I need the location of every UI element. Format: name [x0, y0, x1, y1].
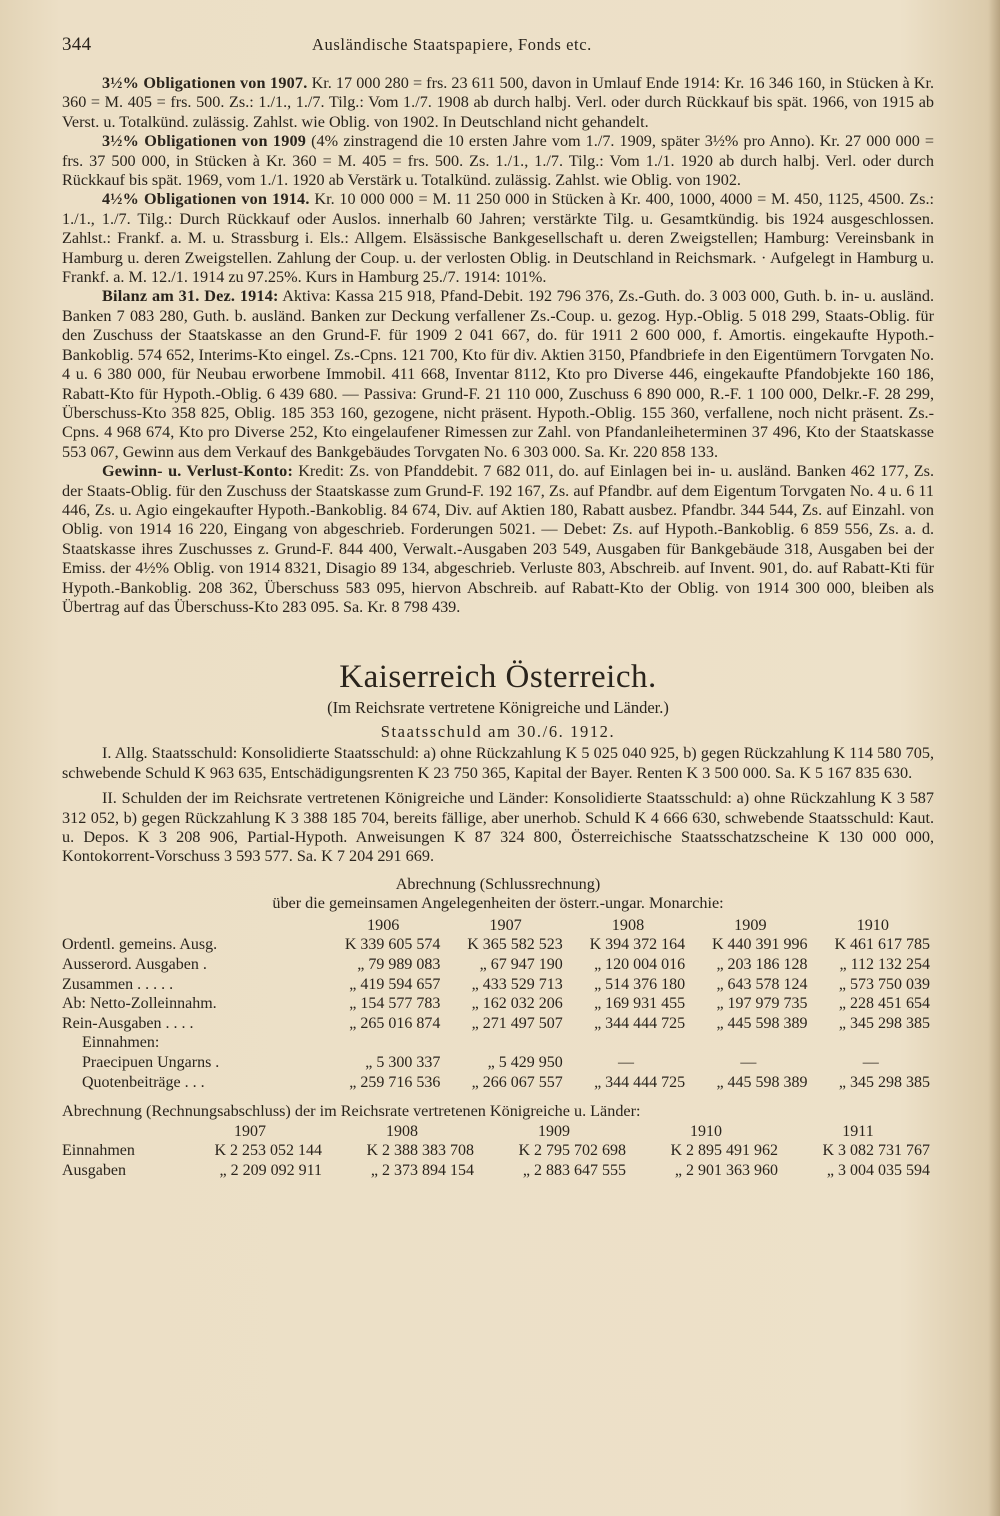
table1-joint-accounts	[62, 916, 934, 1092]
table-cell: „ 345 298 385	[838, 1014, 930, 1032]
table-cell: „ 514 376 180	[594, 975, 686, 993]
section-subtitle: (Im Reichsrate vertretene Königreiche und Länder.)	[327, 698, 669, 718]
table-cell: „ 433 529 713	[471, 975, 563, 993]
page-number: 344	[62, 34, 92, 55]
table-cell: „ 2 883 647 555	[522, 1161, 626, 1179]
paragraph-obligationen-1914	[62, 190, 934, 287]
table-cell: „ 5 300 337	[365, 1053, 441, 1071]
table-cell: „ 345 298 385	[838, 1073, 930, 1091]
table-row	[62, 1141, 934, 1161]
table2-title: Abrechnung (Rechnungsabschluss) der im Reichsrate vertretenen Königreiche u. Länder:	[62, 1102, 641, 1121]
table-cell	[812, 1033, 934, 1053]
table2-header-row	[62, 1122, 934, 1142]
row-label: Ab: Netto-Zolleinnahm.	[62, 995, 217, 1013]
table-cell: „ 643 578 124	[716, 975, 808, 993]
bond-paragraphs	[62, 74, 934, 617]
table-cell: „ 112 132 254	[839, 956, 930, 973]
row-label: Einnahmen	[62, 1142, 135, 1160]
table2-year: 1908	[386, 1122, 418, 1140]
row-label: Quotenbeiträge . . .	[82, 1073, 205, 1091]
table-cell: „ 197 979 735	[716, 995, 808, 1013]
table-cell: —	[740, 1053, 757, 1071]
table-cell: „ 344 444 725	[594, 1073, 686, 1091]
paragraph-lead: 3½% Obligationen von 1909	[102, 132, 307, 151]
table2-year: 1907	[234, 1122, 266, 1140]
table-cell	[322, 1033, 444, 1053]
paragraph-lead: 3½% Obligationen von 1907.	[102, 74, 308, 92]
table-cell: „ 120 004 016	[594, 956, 686, 973]
table-row	[62, 1033, 934, 1053]
row-label: Ordentl. gemeins. Ausg.	[62, 936, 218, 954]
running-title: Ausländische Staatspapiere, Fonds etc.	[312, 35, 592, 54]
table-cell: —	[617, 1053, 634, 1071]
table-row	[62, 1053, 934, 1073]
table-cell: „ 79 989 083	[357, 956, 441, 973]
table-cell: „ 5 429 950	[487, 1053, 563, 1071]
table2-year: 1909	[538, 1122, 570, 1140]
paragraph-gewinn-verlust	[62, 462, 934, 617]
paragraph-text: Aktiva: Kassa 215 918, Pfand-Debit. 192 796 376, Zs.-Guth. do. 3 003 000, Guth. b. in- u. ausländ. Banken 7 083 280, Guth. b. ausländ. Banken zur Deckung verfallener Zs.-Coup. u. gezog. Hyp.-Oblig. 5 018 299, Staats-Oblig. für den Zuschuss der Staatskasse an den Grund-F. für 1909 2 041 667, do. für 1911 2 600 000, f. Amortis. eingekaufte Hypoth.-Bankoblig. 574 652, Interims-Kto eingel. Zs.-Cpns. 121 700, Kto für div. Aktien 3150, Pfandbriefe in den Eigentümern Torvgaten No. 4 u. 6 380 000, für Neubau erworbene Immobil. 411 668, Inventar 8112, Kto pro Diverse 446, eingekaufte Pfandobjekte 160 186, Rabatt-Kto für Hypoth.-Oblig. 6 439 680. — Passiva: Grund-F. 21 110 000, Zuschuss 6 890 000, R.-F. 1 100 000, Delkr.-F. 28 299, Überschuss-Kto 358 825, Oblig. 185 353 160, gezogene, nicht präsent. Hypoth.-Oblig. 155 360, verfallene, noch nicht präsent. Zs.-Cpns. 4 968 674, Kto pro Diverse 252, Kto eingelaufener Rimessen zur Zahl. von Pfandanleiheterminen 37 496, Kto der Staatskasse 553 067, Gewinn aus dem Verkauf des Bankgebäudes Torvgaten No. 6 303 000. Sa. Kr. 220 858 133.	[62, 287, 934, 461]
table2-year: 1911	[842, 1122, 874, 1140]
table-cell: K 2 795 702 698	[518, 1142, 626, 1160]
table1-title-line2: über die gemeinsamen Angelegenheiten der österr.-ungar. Monarchie:	[272, 894, 724, 913]
row-label: Zusammen . . . . .	[62, 975, 174, 993]
table-cell: „ 203 186 128	[716, 956, 808, 973]
table-cell: „ 259 716 536	[349, 1073, 441, 1091]
table-cell: „ 154 577 783	[349, 995, 441, 1013]
table-row	[62, 975, 934, 995]
row-label: Rein-Ausgaben . . . .	[62, 1014, 194, 1032]
table2-corner	[62, 1122, 174, 1142]
paragraph-obligationen-1909	[62, 132, 934, 190]
table-cell	[567, 1033, 689, 1053]
page-spine-shadow	[988, 0, 1000, 1516]
table-cell: K 2 253 052 144	[214, 1142, 322, 1160]
table-cell: „ 162 032 206	[471, 995, 563, 1013]
table2-state-accounts	[62, 1122, 934, 1181]
table-cell: „ 2 373 894 154	[370, 1161, 474, 1179]
table-cell	[689, 1033, 811, 1053]
table1-header-row	[62, 916, 934, 936]
table-cell: K 3 082 731 767	[822, 1142, 930, 1160]
table-cell: K 461 617 785	[834, 936, 930, 954]
table-cell: „ 573 750 039	[838, 975, 930, 993]
table-cell: „ 67 947 190	[479, 956, 563, 973]
table1-year: 1909	[734, 915, 767, 934]
table-cell: „ 445 598 389	[716, 1014, 808, 1032]
table-cell: „ 228 451 654	[838, 995, 930, 1013]
paragraph-text: (4% zinstragend die 10 ersten Jahre vom 1./7. 1909, später 3½% pro Anno). Kr. 27 000 000 = frs. 37 500 000, in Stücken à Kr. 360 = M. 405 = frs. 500. Zs. 1./1., 1./7. Tilg.: Vom 1./1. 1920 ab durch halbj. Verl. oder durch Rückkauf bis spät. 1969, vom 1./1. 1920 ab Verstärk u. Totalkünd. zulässig. Zahlst. wie Oblig. von 1902.	[62, 132, 935, 190]
table1-year: 1906	[367, 915, 400, 934]
paragraph-debt-2: II. Schulden der im Reichsrate vertretenen Königreiche und Länder: Konsolidierte Staatsschuld: a) ohne Rückzahlung K 3 587 312 052, b) gegen Rückzahlung K 3 388 185 704, bereits fällige, aber unerhob. Schuld K 4 666 630, schwebende Staatsschuld: Kaut. u. Depos. K 3 208 906, Partial-Hypoth. Anweisungen K 87 324 800, Österreichische Staatsschatzscheine K 130 000 000, Kontokorrent-Vorschuss 3 593 577. Sa. K 7 204 291 669.	[62, 789, 934, 866]
row-label: Ausserord. Ausgaben .	[62, 956, 207, 973]
section-date-line: Staatsschuld am 30./6. 1912.	[380, 722, 616, 742]
table-row	[62, 1073, 934, 1093]
table1-title-line1: Abrechnung (Schlussrechnung)	[395, 874, 601, 893]
table2-year: 1910	[690, 1122, 722, 1140]
table-cell: K 339 605 574	[344, 936, 441, 954]
table-cell: „ 2 901 363 960	[674, 1161, 778, 1179]
paragraph-obligationen-1907	[62, 74, 934, 132]
running-head	[62, 34, 934, 64]
table-cell: „ 271 497 507	[471, 1014, 563, 1032]
table-cell: K 394 372 164	[589, 936, 686, 954]
row-label: Einnahmen:	[82, 1034, 160, 1052]
table-cell: „ 419 594 657	[349, 975, 441, 993]
debt-paragraphs	[62, 744, 934, 866]
table-row	[62, 935, 934, 955]
row-label: Praecipuen Ungarns .	[82, 1053, 220, 1071]
table-cell: „ 3 004 035 594	[826, 1161, 930, 1179]
table-cell: „ 266 067 557	[471, 1073, 563, 1091]
table-row	[62, 994, 934, 1014]
table-row	[62, 1161, 934, 1181]
table1-year: 1908	[611, 915, 645, 934]
table-cell: „ 344 444 725	[594, 1014, 686, 1032]
table-cell: „ 265 016 874	[349, 1014, 441, 1032]
table1-title	[62, 875, 934, 914]
paragraph-lead: Gewinn- u. Verlust-Konto:	[102, 462, 294, 481]
paragraph-lead: 4½% Obligationen von 1914.	[102, 190, 310, 209]
table1-year: 1907	[489, 915, 522, 934]
table1-corner	[62, 916, 322, 936]
row-label: Ausgaben	[62, 1161, 126, 1179]
table-cell: K 2 895 491 962	[670, 1142, 778, 1160]
section-title: Kaiserreich Österreich.	[339, 659, 657, 696]
paragraph-bilanz	[62, 287, 934, 462]
table-cell: —	[862, 1053, 879, 1071]
paragraph-text: Kredit: Zs. von Pfanddebit. 7 682 011, do. auf Einlagen bei in- u. ausländ. Banken 462 177, Zs. der Staats-Oblig. für den Zuschuss der Staatskasse zum Grund-F. 192 167, Zs. auf Pfandbr. auf dem Eigentum Torvgaten No. 4 u. 6 11 446, Zs. u. Agio eingekaufter Hypoth.-Bankoblig. 84 674, Div. auf Aktien 180, Rabatt ausbez. Pfandbr. 344 544, Zs. auf Einzahl. von Oblig. von 1914 16 220, Eingang von abgeschrieb. Forderungen 5021. — Debet: Zs. auf Hypoth.-Bankoblig. 6 859 556, Zs. a. d. Staatskasse ihres Zuschusses z. Grund-F. 844 400, Verwalt.-Ausgaben 203 549, Ausgaben für Bankgebäude 318, Ausgaben bei der Emiss. der 4½% Oblig. von 1914 8321, Disagio 89 134, abgeschrieb. Verluste 803, Abschreib. auf Invent. 901, do. auf Rabatt-Kti für Hypoth.-Bankoblig. 208 362, Überschuss 583 095, hiervon Abschreib. auf Rabatt-Kto der Oblig. von 1914 300 000, bleiben als Übertrag auf das Überschuss-Kto 283 095. Sa. Kr. 8 798 439.	[62, 462, 934, 616]
table-row	[62, 955, 934, 975]
table-cell: K 440 391 996	[712, 936, 808, 954]
table-cell: K 2 388 383 708	[366, 1142, 474, 1160]
paragraph-lead: Bilanz am 31. Dez. 1914:	[102, 287, 279, 306]
table1-year: 1910	[856, 915, 889, 934]
paragraph-text: Kr. 10 000 000 = M. 11 250 000 in Stücken à Kr. 400, 1000, 4000 = M. 450, 1125, 4500. Zs.: 1./1., 1./7. Tilg.: Durch Rückkauf oder Auslos. innerhalb 60 Jahren; verstärkte Tilg. u. Gesamtkündig. bis 1924 ausgeschlossen. Zahlst.: Frankf. a. M. u. Strassburg i. Els.: Allgem. Elsässische Bankgesellschaft u. deren Zweigstellen; Hamburg: Vereinsbank in Hamburg u. deren Zweigstellen. Zahlung der Coup. u. der verlosten Oblig. in Deutschland in Reichsmark. · Aufgelegt in Hamburg u. Frankf. a. M. 12./1. 1914 zu 97.25%. Kurs in Hamburg 25./7. 1914: 101%.	[62, 190, 934, 287]
table-cell	[444, 1033, 566, 1053]
paragraph-debt-1: I. Allg. Staatsschuld: Konsolidierte Staatsschuld: a) ohne Rückzahlung K 5 025 040 925, b) gegen Rückzahlung K 114 580 705, schwebende Schuld K 963 635, Entschädigungsrenten K 23 750 365, Kapital der Bayer. Renten K 3 500 000. Sa. K 5 167 835 630.	[62, 744, 934, 782]
table-row	[62, 1014, 934, 1034]
table-cell: „ 445 598 389	[716, 1073, 808, 1091]
paragraph-text: Kr. 17 000 280 = frs. 23 611 500, davon in Umlauf Ende 1914: Kr. 16 346 160, in Stücken à Kr. 360 = M. 405 = frs. 500. Zs.: 1./1., 1./7. Tilg.: Vom 1./7. 1908 ab durch halbj. Verl. oder durch Rückkauf bis spät. 1966, von 1915 ab Verst. u. Totalkünd. zulässig. Zahlst. wie Oblig. von 1902. In Deutschland nicht gehandelt.	[62, 74, 935, 131]
table-cell: „ 2 209 092 911	[219, 1161, 322, 1179]
table-cell: „ 169 931 455	[594, 995, 686, 1013]
table-cell: K 365 582 523	[467, 936, 563, 954]
